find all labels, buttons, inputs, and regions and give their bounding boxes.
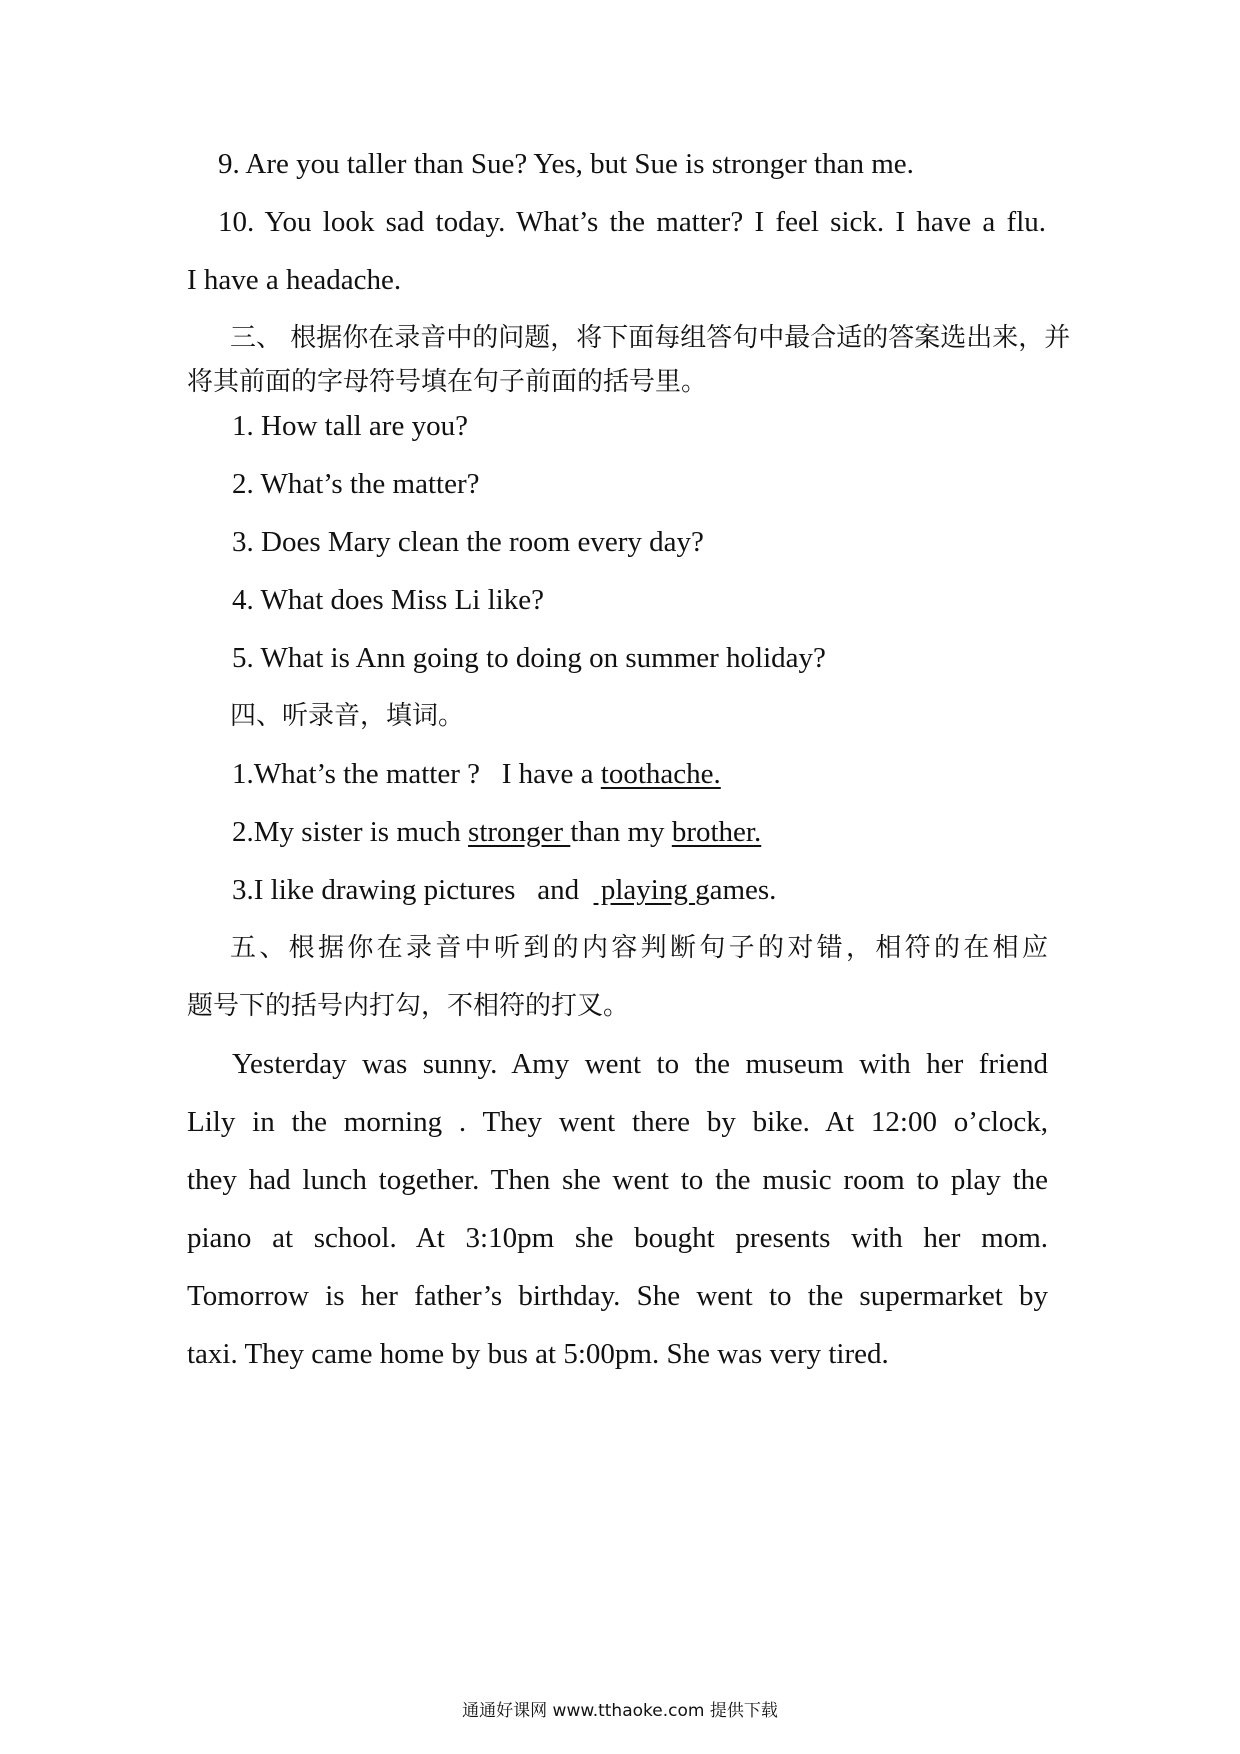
section-3-heading-line-1: 三、 根据你在录音中的问题，将下面每组答句中最合适的答案选出来，并 <box>230 323 1071 353</box>
section-3-item: 2. What’s the matter? <box>232 468 480 500</box>
passage-line: they had lunch together. Then she went to the music room to play the <box>187 1164 1048 1196</box>
section-5-heading-line-1: 五、根据你在录音中听到的内容判断句子的对错，相符的在相应 <box>230 933 1048 963</box>
section-4-item-2 <box>232 814 761 850</box>
item-1-text: 1.What’s the matter ? I have a <box>232 758 601 790</box>
item-2-answer-blank-1: stronger <box>468 816 571 848</box>
item-1-answer-blank: toothache. <box>600 758 721 790</box>
item-2-text-b: than my <box>570 816 672 848</box>
item-2-text-a: 2.My sister is much <box>232 816 469 848</box>
passage-line: piano at school. At 3:10pm she bought presents with her mom. <box>187 1222 1048 1254</box>
item-2-answer-blank-2: brother. <box>671 816 762 848</box>
item-3-text-a: 3.I like drawing pictures and <box>232 874 594 906</box>
section-3-item: 4. What does Miss Li like? <box>232 584 544 616</box>
section-5-heading-line-2: 题号下的括号内打勾，不相符的打叉。 <box>187 991 630 1021</box>
question-9: 9. Are you taller than Sue? Yes, but Sue is stronger than me. <box>218 148 914 180</box>
section-3-item: 5. What is Ann going to doing on summer holiday? <box>232 642 826 674</box>
section-3-item: 3. Does Mary clean the room every day? <box>232 526 704 558</box>
section-4-item-3 <box>232 872 776 908</box>
item-3-text-b: games. <box>695 874 777 906</box>
section-3-item: 1. How tall are you? <box>232 410 468 442</box>
section-4-heading: 四、听录音，填词。 <box>230 701 465 731</box>
question-10-line-2: I have a headache. <box>187 264 402 296</box>
passage-line: Yesterday was sunny. Amy went to the museum with her friend <box>232 1048 1048 1080</box>
question-10-line-1: 10. You look sad today. What’s the matter? I feel sick. I have a flu. <box>218 206 1046 238</box>
section-3-heading-line-2: 将其前面的字母符号填在句子前面的括号里。 <box>187 367 708 397</box>
passage-line: taxi. They came home by bus at 5:00pm. She was very tired. <box>187 1338 889 1370</box>
passage-line: Lily in the morning . They went there by bike. At 12:00 o’clock, <box>187 1106 1048 1138</box>
section-4-item-1 <box>232 756 721 792</box>
footer-credit: 通通好课网 www.tthaoke.com 提供下载 <box>462 1701 778 1721</box>
passage-line: Tomorrow is her father’s birthday. She went to the supermarket by <box>187 1280 1048 1312</box>
item-3-answer-blank: playing <box>593 874 696 906</box>
